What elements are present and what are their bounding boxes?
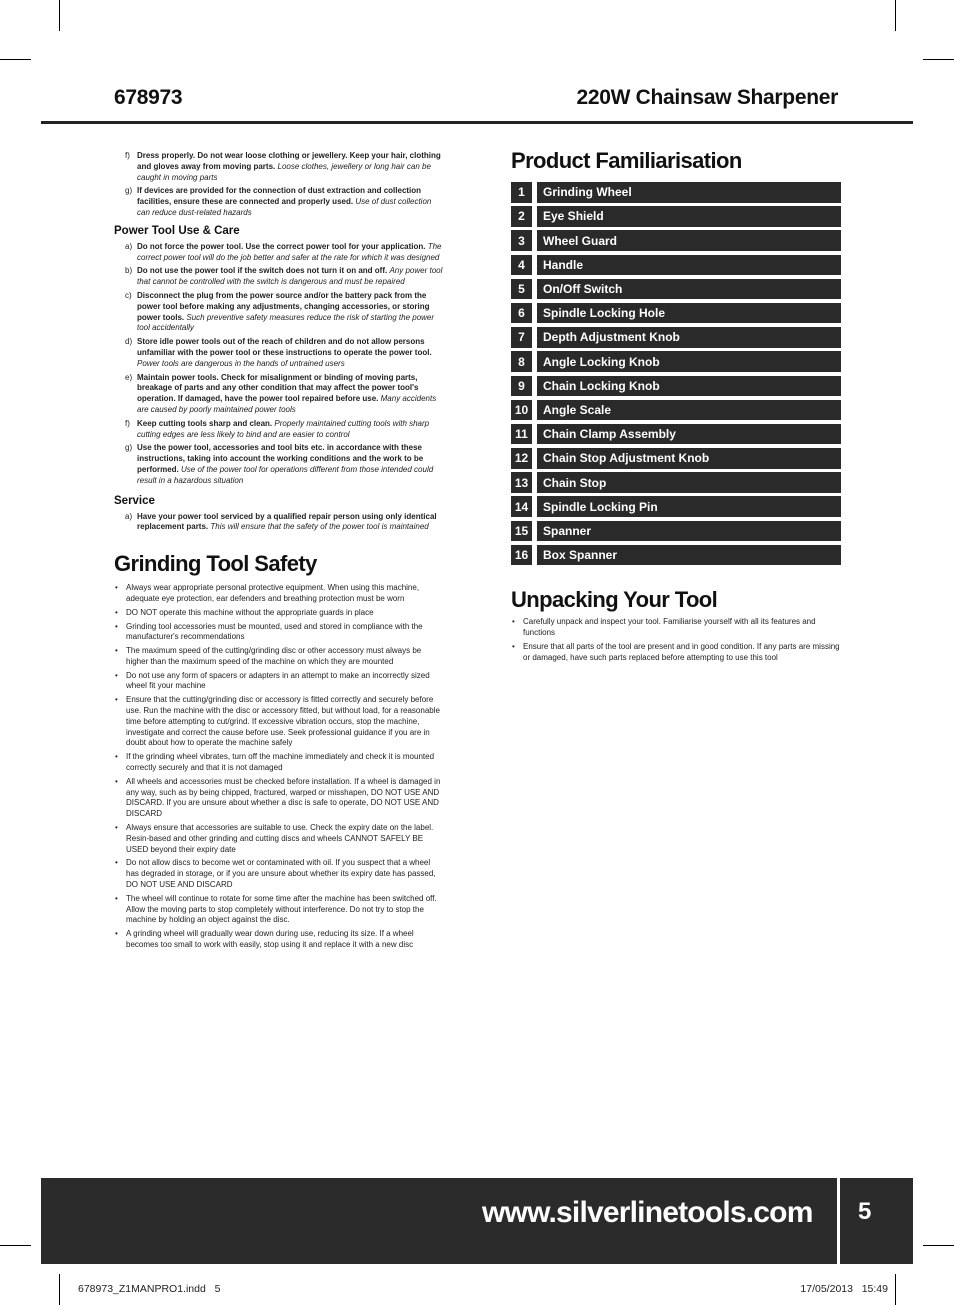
product-familiarisation-title: Product Familiarisation — [511, 148, 742, 173]
website-link[interactable]: www.silverlinetools.com — [482, 1196, 813, 1229]
part-name: Depth Adjustment Knob — [537, 327, 841, 348]
part-number: 11 — [511, 424, 532, 445]
bullet-item: • Ensure that the cutting/grinding disc or accessory is fitted correctly and securely before use. Run the machine with the disc or accessory fitted, but without load, for a reasonable time before attempting to cut/grind. If excessive vibration occurs, stop the machine, investigate and correct the cause before use. Seek professional guidance if you are in doubt about how to operate the machine safely — [114, 695, 444, 749]
part-row — [511, 230, 841, 251]
part-row — [511, 376, 841, 397]
part-row — [511, 424, 841, 445]
bullet-item: • All wheels and accessories must be checked before installation. If a wheel is damaged in any way, such as by being chipped, fractured, warped or misshapen, DO NOT USE AND DISCARD. If you are unsure about whether a disc is safe to operate, DO NOT USE AND DISCARD — [114, 777, 444, 820]
bullet-item: • If the grinding wheel vibrates, turn off the machine immediately and check it is mounted correctly securely and that it is not damaged — [114, 752, 444, 774]
safety-item — [114, 373, 444, 416]
part-number: 10 — [511, 400, 532, 421]
item-instruction: Store idle power tools out of the reach of children and do not allow persons unfamiliar with the power tool or these instructions to operate the power tool. — [137, 337, 432, 357]
item-instruction: Disconnect the plug from the power source and/or the battery pack from the power tool before making any adjustments, changing accessories, or storing power tools. — [137, 290, 430, 322]
part-number: 7 — [511, 327, 532, 348]
service-heading: Service — [114, 494, 155, 507]
bullet-item: • Do not allow discs to become wet or contaminated with oil. If you suspect that a wheel has degraded in storage, or if you are unsure about whether its expiry date has passed, DO NOT USE AND DISCARD — [114, 858, 444, 890]
slug-file: 678973_Z1MANPRO1.indd 5 — [78, 1283, 221, 1295]
item-label: c) — [125, 290, 132, 300]
item-reason: Use of dust collection can reduce dust-related hazards — [137, 197, 432, 217]
grinding-title: Grinding Tool Safety — [114, 551, 317, 577]
safety-item — [114, 151, 444, 183]
item-instruction: If devices are provided for the connection of dust extraction and collection facilities, ensure these are connected and properly used. — [137, 186, 422, 207]
item-reason: Properly maintained cutting tools with sharp cutting edges are less likely to bind and are easier to control — [137, 418, 430, 439]
part-name: Chain Stop — [537, 472, 841, 493]
item-instruction: Dress properly. Do not wear loose clothing or jewellery. Keep your hair, clothing and gloves away from moving parts. — [137, 151, 441, 171]
part-name: Angle Scale — [537, 400, 841, 421]
item-reason: Many accidents are caused by poorly maintained power tools — [137, 394, 437, 414]
part-name: Handle — [537, 255, 841, 276]
header-rule — [41, 121, 913, 124]
footer-divider — [837, 1178, 840, 1264]
part-number: 12 — [511, 448, 532, 469]
crop-mark — [59, 0, 60, 31]
item-reason: Loose clothes, jewellery or long hair can be caught in moving parts — [137, 161, 431, 182]
part-name: Chain Clamp Assembly — [537, 424, 841, 445]
part-number: 5 — [511, 279, 532, 300]
item-label: b) — [125, 266, 133, 276]
part-row — [511, 400, 841, 421]
part-name: On/Off Switch — [537, 279, 841, 300]
product-title: 220W Chainsaw Sharpener — [576, 86, 838, 109]
crop-mark — [895, 1274, 896, 1305]
crop-mark — [0, 59, 31, 60]
part-name: Spindle Locking Pin — [537, 496, 841, 517]
right-column — [511, 148, 841, 667]
part-name: Chain Stop Adjustment Knob — [537, 448, 841, 469]
part-row — [511, 182, 841, 203]
part-number: 15 — [511, 521, 532, 542]
part-name: Box Spanner — [537, 545, 841, 566]
item-instruction: Maintain power tools. Check for misalignment or binding of moving parts, breakage of parts and any other condition that may affect the power tool's operation. If damaged, have the power tool repaired before use. — [137, 372, 419, 404]
item-reason: Such preventive safety measures reduce the risk of starting the power tool accidentally — [137, 312, 435, 333]
page-number: 5 — [858, 1198, 872, 1225]
safety-item — [114, 443, 444, 486]
safety-item — [114, 242, 444, 264]
part-number: 9 — [511, 376, 532, 397]
part-number: 16 — [511, 545, 532, 566]
part-name: Angle Locking Knob — [537, 351, 841, 372]
part-number: 8 — [511, 351, 532, 372]
item-reason: Any power tool that cannot be controlled with the switch is dangerous and must be repaired — [137, 266, 443, 287]
bullet-item: • Always ensure that accessories are suitable to use. Check the expiry date on the label. Resin-based and other grinding and cutting discs and wheels CANNOT SAFELY BE USED beyond their expiry date — [114, 823, 444, 855]
product-code: 678973 — [114, 86, 183, 109]
part-name: Wheel Guard — [537, 230, 841, 251]
part-row — [511, 472, 841, 493]
part-row — [511, 496, 841, 517]
part-number: 14 — [511, 496, 532, 517]
item-label: a) — [125, 511, 133, 521]
item-label: g) — [125, 443, 133, 453]
part-row — [511, 448, 841, 469]
item-label: f) — [125, 151, 130, 160]
crop-mark — [59, 1274, 60, 1305]
crop-mark — [923, 1245, 954, 1246]
item-instruction: Use the power tool, accessories and tool bits etc. in accordance with these instructions, taking into account the working conditions and the work to be performed. — [137, 443, 424, 474]
part-row — [511, 327, 841, 348]
part-row — [511, 521, 841, 542]
item-label: g) — [125, 186, 133, 196]
power-tool-list — [114, 242, 444, 487]
item-label: a) — [125, 241, 133, 251]
part-number: 3 — [511, 230, 532, 251]
safety-item — [114, 291, 444, 334]
item-instruction: Do not force the power tool. Use the correct power tool for your application. — [137, 241, 426, 251]
part-row — [511, 206, 841, 227]
grinding-list — [114, 583, 444, 951]
safety-item — [114, 337, 444, 369]
item-label: e) — [125, 372, 133, 382]
slug-date: 17/05/2013 15:49 — [800, 1283, 888, 1295]
item-instruction: Keep cutting tools sharp and clean. — [137, 418, 273, 428]
part-name: Spindle Locking Hole — [537, 303, 841, 324]
bullet-item: • Grinding tool accessories must be mounted, used and stored in compliance with the manufacturer's recommendations — [114, 622, 444, 644]
item-reason: The correct power tool will do the job better and safer at the rate for which it was designed — [137, 241, 442, 262]
part-name: Chain Locking Knob — [537, 376, 841, 397]
part-row — [511, 255, 841, 276]
part-number: 2 — [511, 206, 532, 227]
part-row — [511, 303, 841, 324]
safety-item — [114, 419, 444, 441]
part-name: Eye Shield — [537, 206, 841, 227]
part-row — [511, 351, 841, 372]
part-name: Spanner — [537, 521, 841, 542]
part-number: 1 — [511, 182, 532, 203]
part-number: 6 — [511, 303, 532, 324]
bullet-item: • A grinding wheel will gradually wear down during use, reducing its size. If a wheel becomes too small to work with easily, stop using it and replace it with a new disc — [114, 929, 444, 951]
crop-mark — [895, 0, 896, 31]
part-row — [511, 279, 841, 300]
part-number: 4 — [511, 255, 532, 276]
bullet-item: • Ensure that all parts of the tool are present and in good condition. If any parts are missing or damaged, have such parts replaced before attempting to use this tool — [511, 642, 841, 664]
item-reason: Power tools are dangerous in the hands of untrained users — [137, 358, 345, 368]
left-column — [114, 151, 444, 954]
item-label: d) — [125, 337, 133, 347]
item-instruction: Have your power tool serviced by a qualified repair person using only identical replacement parts. — [137, 511, 437, 532]
bullet-item: • The maximum speed of the cutting/grinding disc or other accessory must always be higher than the maximum speed of the machine on which they are mounted — [114, 646, 444, 668]
unpacking-title: Unpacking Your Tool — [511, 587, 718, 613]
bullet-item: • Carefully unpack and inspect your tool. Familiarise yourself with all its features and functions — [511, 617, 841, 639]
power-tool-heading: Power Tool Use & Care — [114, 224, 240, 237]
safety-item — [114, 512, 444, 534]
bullet-item: • The wheel will continue to rotate for some time after the machine has been switched off. Allow the moving parts to stop completely without interference. Do not try to stop the machine by holding an object against the disc. — [114, 894, 444, 926]
crop-mark — [923, 59, 954, 60]
item-label: f) — [125, 418, 130, 428]
safety-item — [114, 186, 444, 218]
item-reason: Use of the power tool for operations different from those intended could result in a hazardous situation — [137, 464, 434, 485]
part-number: 13 — [511, 472, 532, 493]
bullet-item: • Always wear appropriate personal protective equipment. When using this machine, adequate eye protection, ear defenders and breathing protection must be worn — [114, 583, 444, 605]
service-list — [114, 512, 444, 534]
item-instruction: Do not use the power tool if the switch does not turn it on and off. — [137, 266, 388, 276]
item-reason: This will ensure that the safety of the power tool is maintained — [210, 522, 429, 532]
part-row — [511, 545, 841, 566]
unpacking-list — [511, 617, 841, 663]
parts-table — [511, 182, 841, 565]
safety-item — [114, 266, 444, 288]
safety-list-top — [114, 151, 444, 219]
bullet-item: • DO NOT operate this machine without the appropriate guards in place — [114, 608, 444, 619]
part-name: Grinding Wheel — [537, 182, 841, 203]
crop-mark — [0, 1245, 31, 1246]
bullet-item: • Do not use any form of spacers or adapters in an attempt to make an incorrectly sized wheel fit your machine — [114, 671, 444, 693]
